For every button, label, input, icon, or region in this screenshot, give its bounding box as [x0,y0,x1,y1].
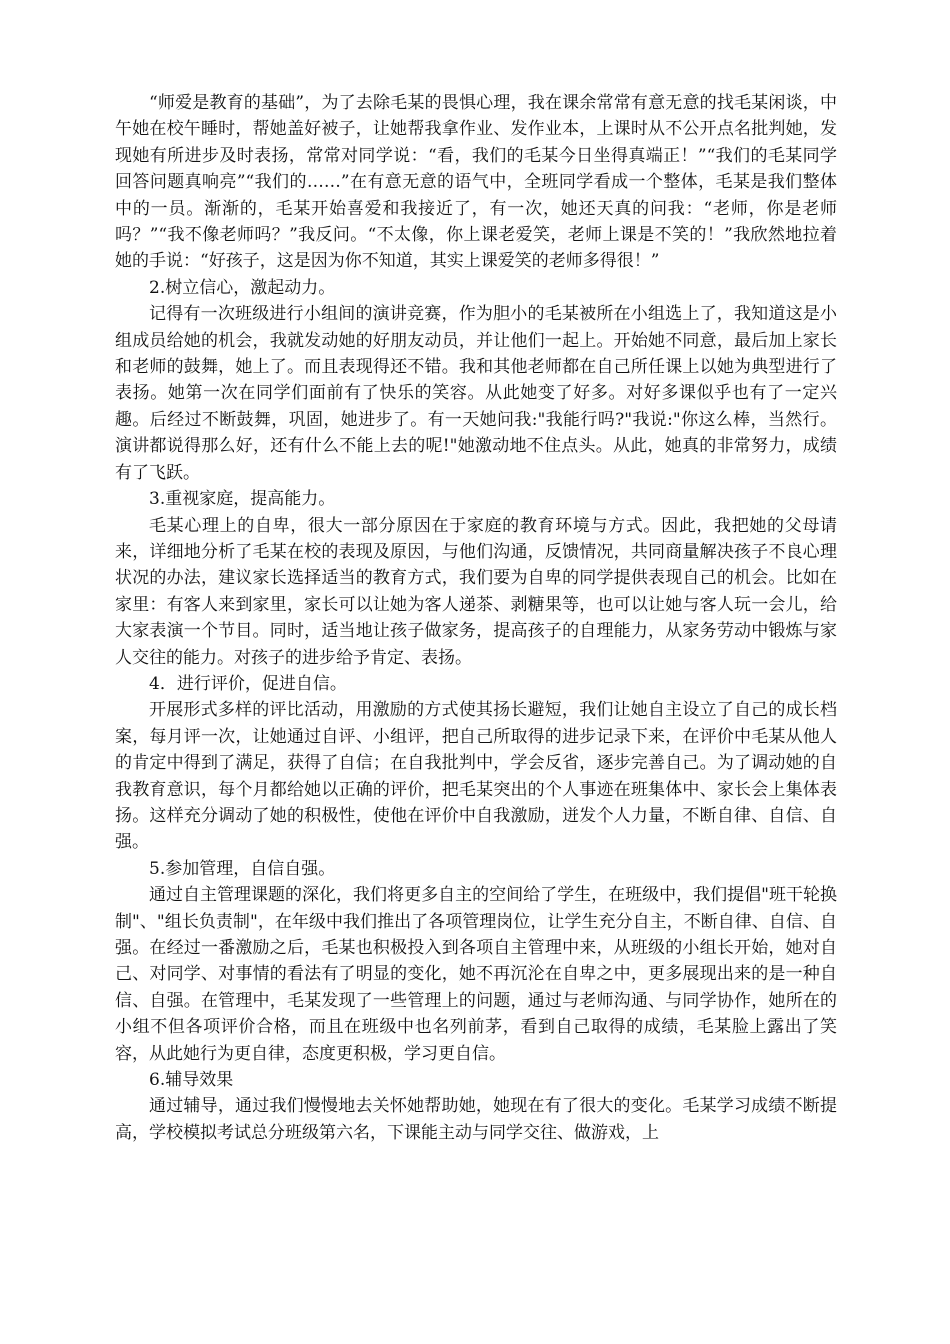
section-heading: 4．进行评价，促进自信。 [149,673,347,694]
document-page [115,90,837,1146]
body-paragraph: “师爱是教育的基础”，为了去除毛某的畏惧心理，我在课余常常有意无意的找毛某闲谈，中午她在校午睡时，帮她盖好被子，让她帮我拿作业、发作业本，上课时从不公开点名批判她，发现她有所进步及时表扬，常常对同学说：“看，我们的毛某今日坐得真端正！”“我们的毛某同学回答问题真响亮”“我们的……”在有意无意的语气中，全班同学看成一个整体，毛某是我们整体中的一员。渐渐的，毛某开始喜爱和我接近了，有一次，她还天真的问我：“老师，你是老师吗？”“我不像老师吗？”我反问。“不太像，你上课老爱笑，老师上课是不笑的！”我欣然地拉着她的手说：“好孩子，这是因为你不知道，其实上课爱笑的老师多得很！” [115,93,837,272]
section-heading: 6.辅导效果 [149,1070,234,1091]
body-paragraph: 通过辅导，通过我们慢慢地去关怀她帮助她，她现在有了很大的变化。毛某学习成绩不断提高，学校模拟考试总分班级第六名，下课能主动与同学交往、做游戏，上 [115,1096,837,1143]
body-paragraph: 开展形式多样的评比活动，用激励的方式使其扬长避短，我们让她自主设立了自己的成长档案，每月评一次，让她通过自评、小组评，把自己所取得的进步记录下来，在评价中毛某从他人的肯定中得到了满足，获得了自信；在自我批判中，学会反省，逐步完善自己。为了调动她的自我教育意识，每个月都给她以正确的评价，把毛某突出的个人事迹在班集体中、家长会上集体表扬。这样充分调动了她的积极性，使他在评价中自我激励，迸发个人力量，不断自律、自信、自强。 [115,700,837,853]
body-paragraph: 通过自主管理课题的深化，我们将更多自主的空间给了学生，在班级中，我们提倡"班干轮换制"、"组长负责制"，在年级中我们推出了各项管理岗位，让学生充分自主，不断自律、自信、自强。在经过一番激励之后，毛某也积极投入到各项自主管理中来，从班级的小组长开始，她对自己、对同学、对事情的看法有了明显的变化，她不再沉沦在自卑之中，更多展现出来的是一种自信、自强。在管理中，毛某发现了一些管理上的问题，通过与老师沟通、与同学协作，她所在的小组不但各项评价合格，而且在班级中也名列前茅，看到自己取得的成绩，毛某脸上露出了笑容，从此她行为更自律，态度更积极，学习更自信。 [115,885,837,1064]
section-heading: 2.树立信心，激起动力。 [149,277,336,298]
section-heading: 5.参加管理，自信自强。 [149,858,336,879]
body-paragraph: 毛某心理上的自卑，很大一部分原因在于家庭的教育环境与方式。因此，我把她的父母请来，详细地分析了毛某在校的表现及原因，与他们沟通，反馈情况，共同商量解决孩子不良心理状况的办法，建议家长选择适当的教育方式，我们要为自卑的同学提供表现自己的机会。比如在家里：有客人来到家里，家长可以让她为客人递茶、剥糖果等，也可以让她与客人玩一会儿，给大家表演一个节目。同时，适当地让孩子做家务，提高孩子的自理能力，从家务劳动中锻炼与家人交往的能力。对孩子的进步给予肯定、表扬。 [115,515,837,668]
section-heading: 3.重视家庭，提高能力。 [149,489,336,510]
body-paragraph: 记得有一次班级进行小组间的演讲竞赛，作为胆小的毛某被所在小组选上了，我知道这是小组成员给她的机会，我就发动她的好朋友动员，并让他们一起上。开始她不同意，最后加上家长和老师的鼓舞，她上了。而且表现得还不错。我和其他老师都在自己所任课上以她为典型进行了表扬。她第一次在同学们面前有了快乐的笑容。从此她变了好多。对好多课似乎也有了一定兴趣。后经过不断鼓舞，巩固，她进步了。有一天她问我:"我能行吗?"我说:"你这么棒，当然行。演讲都说得那么好，还有什么不能上去的呢!"她激动地不住点头。从此，她真的非常努力，成绩有了飞跃。 [115,304,837,483]
